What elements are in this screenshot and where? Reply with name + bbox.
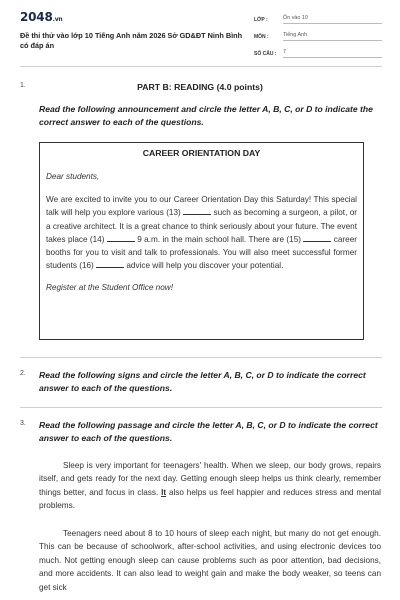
answer-blank-13[interactable] [183,207,211,215]
exam-meta [254,14,382,65]
meta-value: Tiếng Anh [283,32,382,41]
question-divider [20,407,382,408]
announcement-title: CAREER ORIENTATION DAY [142,148,261,158]
question-instruction: Read the following passage and circle the letter A, B, C, or D to indicate the correct answer to each of the questions. [39,420,378,443]
announcement-greeting: Dear students, [46,172,100,181]
document-title: Đề thi thử vào lớp 10 Tiếng Anh năm 2026 Sở GD&ĐT Ninh Bình có đáp án [20,31,243,50]
answer-blank-16[interactable] [96,260,124,268]
site-logo[interactable]: 2048.vn [20,10,63,24]
meta-value: Ôn vào 10 [283,15,382,24]
meta-value: 7 [283,49,382,58]
meta-class [254,14,382,31]
passage-paragraph: Sleep is very important for teenagers' health. When we sleep, our body grows, repairs itself, and gets ready for the next day. Getting enough sleep helps us think clearly, remember things better, and focus in class. It also helps us feel happier and reduces stress and mental problems. [39,461,381,511]
question-number: 1. [20,82,26,89]
question-number: 3. [20,420,26,427]
announcement-closing: Register at the Student Office now! [46,282,173,292]
meta-label: SỐ CÂU : [254,51,277,57]
question-divider [20,357,382,358]
part-title: PART B: READING (4.0 points) [137,82,263,92]
answer-blank-14[interactable] [107,234,135,242]
answer-blank-15[interactable] [303,234,331,242]
passage-paragraph: Teenagers need about 8 to 10 hours of sleep each night, but many do not get enough. This can be because of schoolwork, after-school activities, and using electronic devices too much. Not getting enough sleep can cause problems such as poor attention, bad decisions, and more accidents. It can also lead to weight gain and make the body weaker, so teens can get sick [39,529,381,592]
question-instruction: Read the following signs and circle the letter A, B, C, or D to indicate the correct answer to each of the questions. [39,370,366,393]
page-header [0,0,400,66]
question-instruction: Read the following announcement and circle the letter A, B, C, or D to indicate the correct answer to each of the questions. [39,104,373,127]
header-divider [20,66,382,67]
meta-question-count [254,48,382,65]
referent-word: It [161,487,167,497]
meta-label: MÔN : [254,34,269,40]
question-number: 2. [20,370,26,377]
meta-subject [254,31,382,48]
announcement-body: We are excited to invite you to our Career Orientation Day this Saturday! This special talk will help you explore various (13) such as becoming a surgeon, a pilot, or a creative architect. It is a great chance to think seriously about your future. The event takes place (14) 9 a.m. in the main school hall. There are (15) career booths for you to visit and talk to professionals. You will also meet successful former students (16) advice will help you discover your potential. [46,195,357,271]
meta-label: LỚP : [254,17,268,23]
announcement-box [39,142,364,340]
